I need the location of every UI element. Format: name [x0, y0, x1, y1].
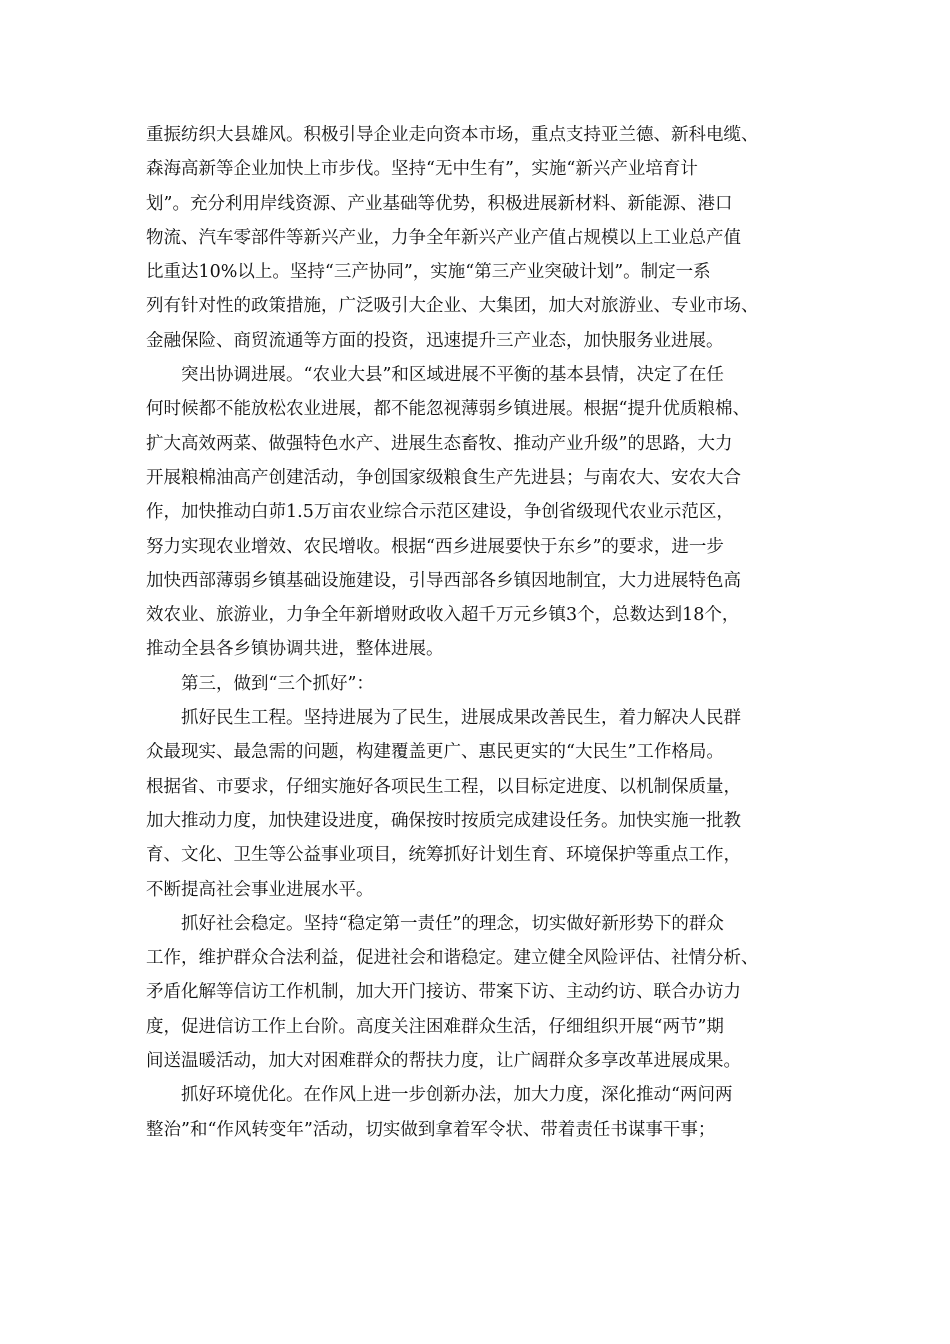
text-line: 比重达10%以上。坚持“三产协同”，实施“第三产业突破计划”。制定一系 [146, 262, 711, 283]
text-line: 突出协调进展。“农业大县”和区域进展不平衡的基本县情，决定了在任 [181, 365, 724, 386]
text-line: 整治”和“作风转变年”活动，切实做到拿着军令状、带着责任书谋事干事； [146, 1119, 716, 1140]
text-line: 划”。充分利用岸线资源、产业基础等优势，积极进展新材料、新能源、港口 [146, 193, 733, 214]
text-line: 工作，维护群众合法利益，促进社会和谐稳定。建立健全风险评估、社情分析、 [146, 948, 759, 969]
text-line: 抓好环境优化。在作风上进一步创新办法，加大力度，深化推动“两问两 [181, 1085, 733, 1106]
text-line: 森海高新等企业加快上市步伐。坚持“无中生有”，实施“新兴产业培育计 [146, 159, 698, 180]
text-line: 何时候都不能放松农业进展，都不能忽视薄弱乡镇进展。根据“提升优质粮棉、 [146, 399, 750, 420]
text-line: 抓好社会稳定。坚持“稳定第一责任”的理念，切实做好新形势下的群众 [181, 913, 724, 934]
text-line: 众最现实、最急需的问题，构建覆盖更广、惠民更实的“大民生”工作格局。 [146, 742, 724, 763]
text-line: 矛盾化解等信访工作机制，加大开门接访、带案下访、主动约访、联合办访力 [146, 982, 741, 1003]
text-line: 重振纺织大县雄风。积极引导企业走向资本市场，重点支持亚兰德、新科电缆、 [146, 125, 759, 145]
text-line: 抓好民生工程。坚持进展为了民生，进展成果改善民生，着力解决人民群 [181, 708, 741, 729]
text-line: 努力实现农业增效、农民增收。根据“西乡进展要快于东乡”的要求，进一步 [146, 536, 724, 557]
text-line: 加大推动力度，加快建设进度，确保按时按质完成建设任务。加快实施一批教 [146, 810, 741, 831]
text-line: 扩大高效两菜、做强特色水产、进展生态畜牧、推动产业升级”的思路，大力 [146, 433, 733, 454]
text-line: 金融保险、商贸流通等方面的投资，迅速提升三产业态，加快服务业进展。 [146, 330, 724, 351]
text-line: 列有针对性的政策措施，广泛吸引大企业、大集团，加大对旅游业、专业市场、 [146, 296, 759, 317]
text-line: 效农业、旅游业，力争全年新增财政收入超千万元乡镇3个，总数达到18个， [146, 605, 740, 626]
text-line: 不断提高社会事业进展水平。 [146, 879, 374, 900]
text-line: 推动全县各乡镇协调共进，整体进展。 [146, 639, 444, 660]
text-line: 物流、汽车零部件等新兴产业，力争全年新兴产业产值占规模以上工业总产值 [146, 227, 741, 248]
text-line: 根据省、市要求，仔细实施好各项民生工程，以目标定进度、以机制保质量， [146, 776, 741, 797]
text-line: 开展粮棉油高产创建活动，争创国家级粮食生产先进县；与南农大、安农大合 [146, 467, 741, 488]
text-line: 度，促进信访工作上台阶。高度关注困难群众生活，仔细组织开展“两节”期 [146, 1016, 724, 1037]
text-line: 第三，做到“三个抓好”： [181, 673, 374, 694]
text-line: 育、文化、卫生等公益事业项目，统筹抓好计划生育、环境保护等重点工作， [146, 845, 741, 866]
text-line: 作，加快推动白茆1.5万亩农业综合示范区建设，争创省级现代农业示范区， [146, 502, 734, 523]
text-line: 加快西部薄弱乡镇基础设施建设，引导西部各乡镇因地制宜，大力进展特色高 [146, 570, 741, 591]
text-line: 间送温暖活动，加大对困难群众的帮扶力度，让广阔群众多享改革进展成果。 [146, 1051, 741, 1072]
document-body [146, 118, 816, 1147]
